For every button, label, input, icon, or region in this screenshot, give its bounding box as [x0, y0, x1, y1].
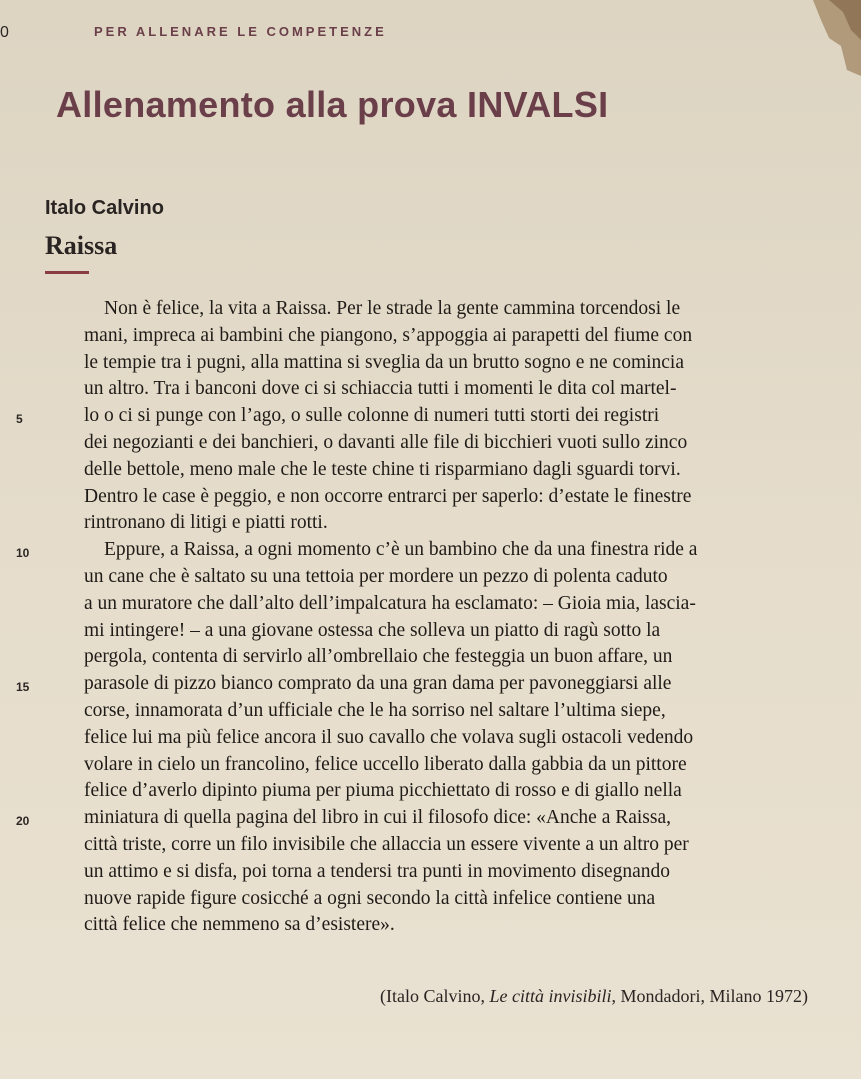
text-line: [84, 644, 844, 671]
text-line: [84, 698, 844, 725]
line-text: volare in cielo un francolino, felice uccello liberato dalla gabbia da un pittore: [84, 753, 687, 775]
line-text: Non è felice, la vita a Raissa. Per le strade la gente cammina torcendosi le: [104, 298, 681, 319]
line-text: un attimo e si disfa, poi torna a tendersi tra punti in movimento disegnando: [84, 860, 670, 882]
line-text: mi intingere! – a una giovane ostessa che solleva un piatto di ragù sotto la: [84, 619, 661, 641]
text-line: [84, 376, 844, 403]
text-line: [84, 510, 844, 537]
text-line: [16, 537, 844, 564]
text-line: [84, 886, 844, 913]
text-line: [84, 350, 844, 377]
line-number: 10: [16, 546, 30, 561]
text-line: [84, 564, 844, 591]
text-line: [84, 778, 844, 805]
author-name: Italo Calvino: [45, 197, 164, 219]
line-text: corse, innamorata d’un ufficiale che le ha sorriso nel saltare l’ultima siepe,: [84, 699, 666, 721]
citation-book-title: Le città invisibili: [489, 986, 612, 1006]
text-line: [84, 912, 844, 939]
text-line: [16, 805, 844, 832]
line-text: miniatura di quella pagina del libro in cui il filosofo dice: «Anche a Raissa,: [84, 807, 672, 829]
citation: [380, 986, 808, 1007]
text-line: [84, 296, 844, 323]
page-number: 0: [0, 24, 9, 41]
line-text: città felice che nemmeno sa d’esistere».: [84, 914, 395, 936]
line-text: pergola, contenta di servirlo all’ombrellaio che festeggia un buon affare, un: [84, 646, 673, 668]
text-line: [84, 457, 844, 484]
line-text: mani, impreca ai bambini che piangono, s’appoggia ai parapetti del fiume con: [84, 324, 693, 346]
line-text: felice lui ma più felice ancora il suo cavallo che volava sugli ostacoli vedendo: [84, 726, 694, 748]
line-number: 5: [16, 412, 23, 427]
story-title: Raissa: [45, 231, 118, 260]
text-line: [84, 752, 844, 779]
text-line: [84, 323, 844, 350]
line-text: città triste, corre un filo invisibile che allaccia un essere vivente a un altro per: [84, 833, 689, 855]
line-number: 15: [16, 680, 30, 695]
line-text: a un muratore che dall’alto dell’impalcatura ha esclamato: – Gioia mia, lascia-: [84, 592, 696, 614]
citation-prefix: (Italo Calvino,: [380, 986, 490, 1006]
line-number: 20: [16, 814, 30, 829]
line-text: lo o ci si punge con l’ago, o sulle colonne di numeri tutti storti dei registri: [84, 405, 660, 427]
line-text: rintronano di litigi e piatti rotti.: [84, 512, 328, 534]
text-line: [84, 725, 844, 752]
text-line: [16, 671, 844, 698]
title-underline: [45, 271, 89, 274]
story-text: [16, 296, 844, 939]
line-text: le tempie tra i pugni, alla mattina si sveglia da un brutto sogno e ne comincia: [84, 351, 685, 373]
line-text: felice d’averlo dipinto piuma per piuma picchiettato di rosso e di giallo nella: [84, 780, 682, 802]
line-text: Eppure, a Raissa, a ogni momento c’è un bambino che da una finestra ride a: [104, 539, 698, 561]
section-header: PER ALLENARE LE COMPETENZE: [94, 24, 387, 39]
page-corner-decoration: [807, 0, 861, 76]
line-text: un cane che è saltato su una tettoia per mordere un pezzo di polenta caduto: [84, 565, 668, 587]
text-line: [84, 484, 844, 511]
line-text: parasole di pizzo bianco comprato da una gran dama per pavoneggiarsi alle: [84, 673, 672, 695]
line-text: dei negozianti e dei banchieri, o davanti alle file di bicchieri vuoti sullo zinco: [84, 431, 688, 453]
line-text: Dentro le case è peggio, e non occorre entrarci per saperlo: d’estate le finestre: [84, 485, 692, 507]
line-text: nuove rapide figure cosicché a ogni secondo la città infelice contiene una: [84, 887, 656, 909]
text-line: [84, 859, 844, 886]
text-line: [84, 430, 844, 457]
text-line: [16, 403, 844, 430]
citation-suffix: , Mondadori, Milano 1972): [611, 986, 808, 1006]
line-text: un altro. Tra i banconi dove ci si schiaccia tutti i momenti le dita col martel-: [84, 378, 677, 400]
line-text: delle bettole, meno male che le teste chine ti risparmiano dagli sguardi torvi.: [84, 458, 681, 480]
text-line: [84, 832, 844, 859]
text-line: [84, 618, 844, 645]
text-line: [84, 591, 844, 618]
page-title: Allenamento alla prova INVALSI: [56, 84, 609, 125]
